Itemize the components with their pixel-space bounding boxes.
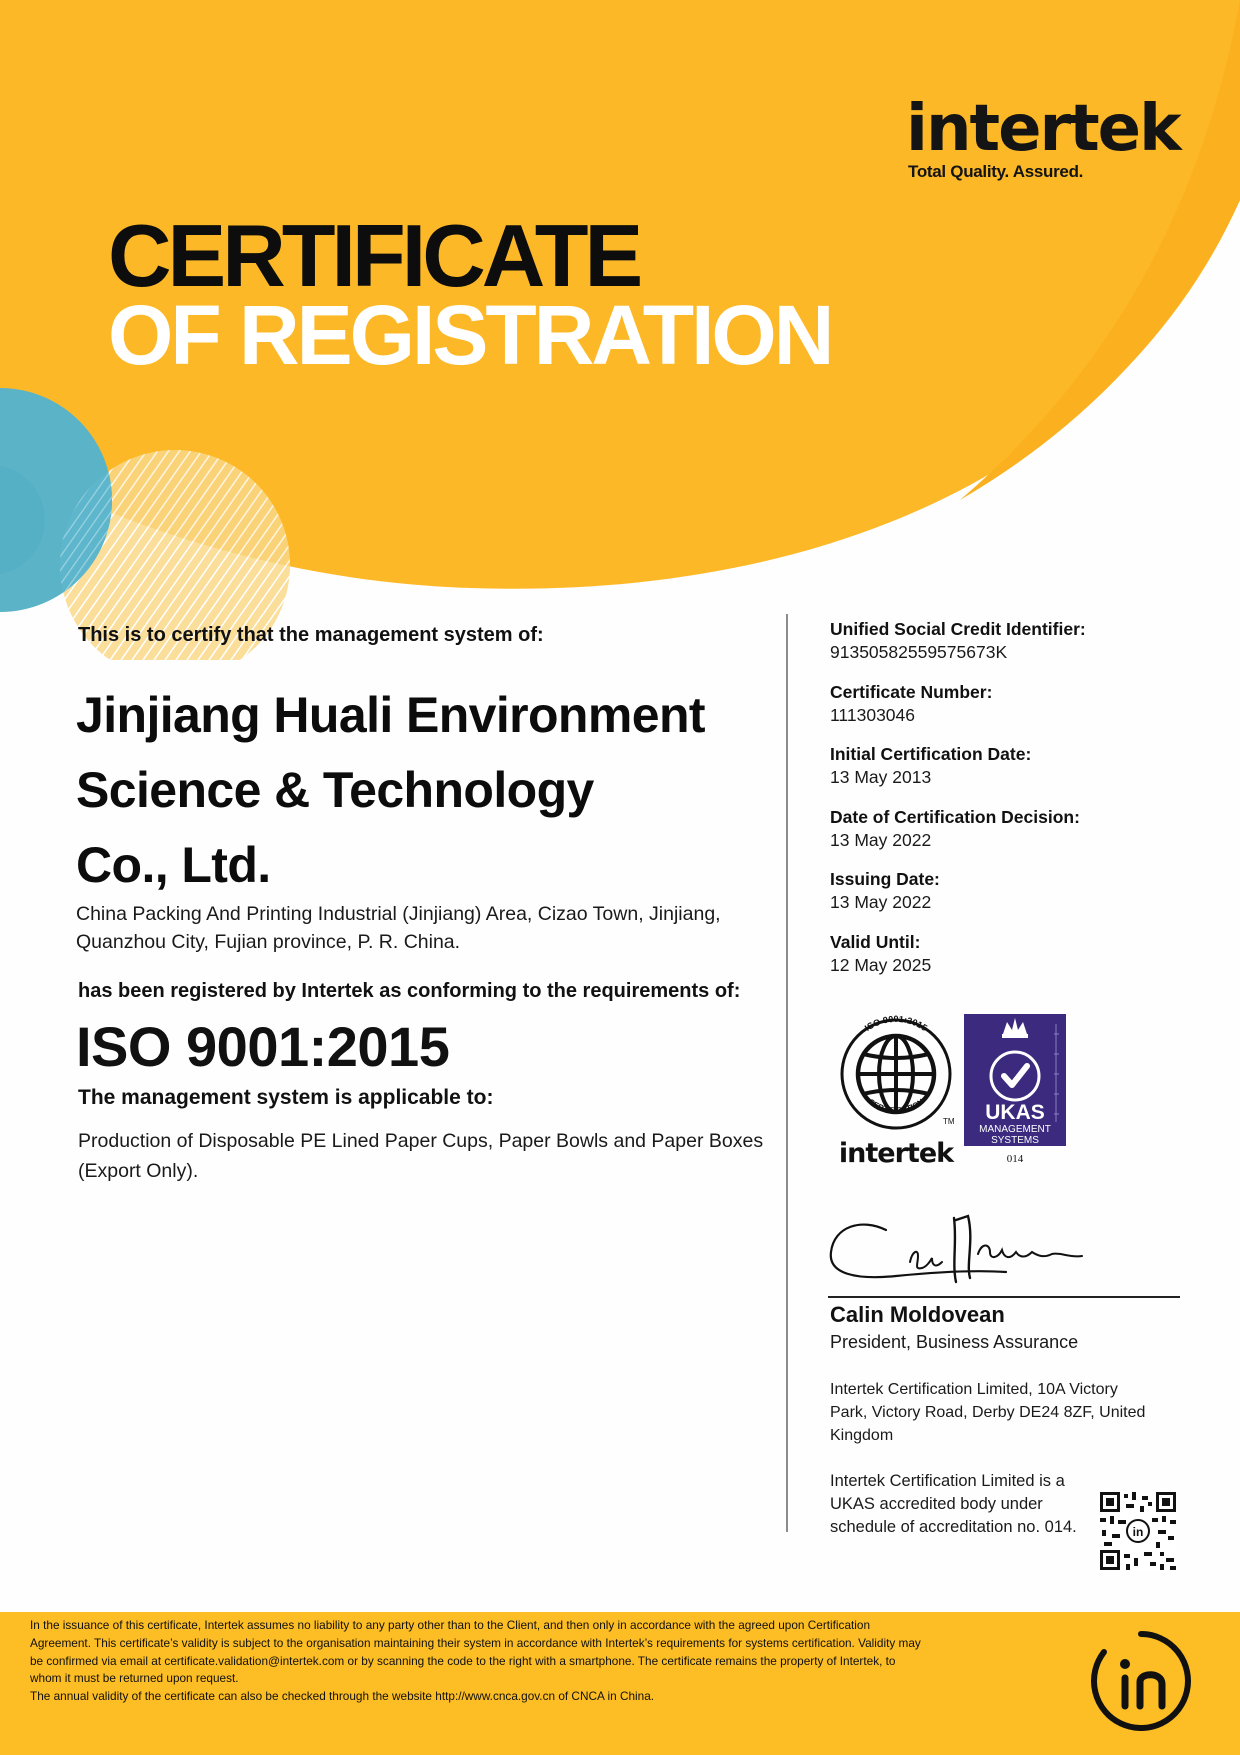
trademark-text: TM: [943, 1117, 955, 1126]
svg-text:in: in: [1132, 1525, 1144, 1539]
detail-initial-certification-date: [830, 743, 1190, 806]
accreditation-line: schedule of accreditation no. 014.: [830, 1518, 1077, 1536]
ukas-title: UKAS: [985, 1101, 1045, 1124]
detail-issuing-date: [830, 868, 1190, 931]
title-certificate: CERTIFICATE: [108, 206, 640, 305]
detail-value: 12 May 2025: [830, 954, 932, 975]
mark-bottom-text: CERTIFICATION: [866, 1097, 926, 1115]
globe-certification-icon: [834, 1012, 958, 1170]
footer-disclaimer: [30, 1617, 1070, 1706]
detail-value: 111303046: [830, 704, 915, 725]
signature-line: [828, 1296, 1180, 1298]
scope-text: [78, 1126, 778, 1186]
company-name-line: Co., Ltd.: [76, 837, 271, 893]
detail-value: 91350582559575673K: [830, 642, 1008, 662]
detail-credit-identifier: [830, 618, 1190, 681]
title-of-registration: OF REGISTRATION: [108, 288, 832, 382]
detail-label: Unified Social Credit Identifier:: [830, 619, 1086, 639]
scope-heading: The management system is applicable to:: [78, 1086, 494, 1109]
detail-label: Initial Certification Date:: [830, 744, 1032, 765]
footer-line: In the issuance of this certificate, Intertek assumes no liability to any party other than to the Client, and then only in accordance with the agreed upon Certification: [30, 1618, 871, 1632]
footer-line: be confirmed via email at certificate.validation@intertek.com or by scanning the code to the right with a smartphone. The certificate remains the property of Intertek, to: [30, 1653, 896, 1668]
footer-line: Agreement. This certificate’s validity is subject to the organisation maintaining their system in accordance with Intertek’s requirements for systems certification. Validity may: [30, 1635, 921, 1650]
ukas-number: 014: [1006, 1153, 1024, 1165]
detail-certificate-number: [830, 681, 1190, 744]
certifier-address: [830, 1378, 1160, 1447]
brand-tagline: Total Quality. Assured.: [908, 162, 1084, 181]
certifier-address-line: Kingdom: [830, 1427, 894, 1444]
detail-label: Issuing Date:: [830, 869, 940, 890]
column-divider: [786, 614, 788, 1532]
signer-title: President, Business Assurance: [830, 1332, 1079, 1352]
detail-decision-date: [830, 806, 1190, 869]
ukas-line-2: SYSTEMS: [991, 1135, 1039, 1146]
company-address: [76, 900, 776, 956]
certify-intro: This is to certify that the management system of:: [78, 624, 544, 646]
signature-image: [826, 1212, 1106, 1296]
company-name-line: Jinjiang Huali Environment: [76, 687, 705, 743]
qr-code-icon[interactable]: [1100, 1492, 1176, 1570]
ukas-line-1: MANAGEMENT: [979, 1124, 1051, 1135]
certificate-details: [830, 618, 1190, 994]
accreditation-line: Intertek Certification Limited is a: [830, 1472, 1065, 1490]
detail-label: Date of Certification Decision:: [830, 806, 1080, 827]
certifier-address-line: Intertek Certification Limited, 10A Victory: [830, 1381, 1118, 1398]
detail-label: Certificate Number:: [830, 681, 993, 702]
footer-line: The annual validity of the certificate can also be checked through the website http://www.cnca.gov.cn of CNCA in China.: [30, 1689, 655, 1704]
signer-name: Calin Moldovean: [830, 1302, 1005, 1327]
detail-value: 13 May 2022: [830, 892, 932, 913]
company-name-line: Science & Technology: [76, 762, 594, 818]
accreditation-line: UKAS accredited body under: [830, 1495, 1043, 1513]
intertek-in-icon: [1088, 1628, 1194, 1734]
footer-line: whom it must be returned upon request.: [30, 1671, 239, 1686]
accreditation-statement: [830, 1470, 1100, 1539]
scope-line: (Export Only).: [78, 1160, 199, 1182]
address-line: Quanzhou City, Fujian province, P. R. China.: [76, 931, 461, 953]
standard-name: ISO 9001:2015: [76, 1015, 450, 1078]
intertek-logo: intertek: [906, 92, 1180, 166]
detail-value: 13 May 2013: [830, 767, 932, 788]
conformance-statement: has been registered by Intertek as conforming to the requirements of:: [78, 980, 741, 1002]
svg-text:ISO 9001:2015: [863, 1014, 929, 1033]
address-line: China Packing And Printing Industrial (Jinjiang) Area, Cizao Town, Jinjiang,: [76, 903, 721, 925]
mark-intertek-word: intertek: [838, 1138, 954, 1169]
detail-label: Valid Until:: [830, 931, 921, 952]
mark-ring-text: ISO 9001:2015: [862, 1013, 930, 1034]
certifier-address-line: Park, Victory Road, Derby DE24 8ZF, United: [830, 1404, 1146, 1421]
detail-value: 13 May 2022: [830, 829, 932, 850]
ukas-crown-check-icon: [964, 1014, 1070, 1168]
scope-line: Production of Disposable PE Lined Paper Cups, Paper Bowls and Paper Boxes: [78, 1130, 764, 1152]
company-name: [76, 678, 776, 903]
detail-valid-until: [830, 931, 1190, 994]
